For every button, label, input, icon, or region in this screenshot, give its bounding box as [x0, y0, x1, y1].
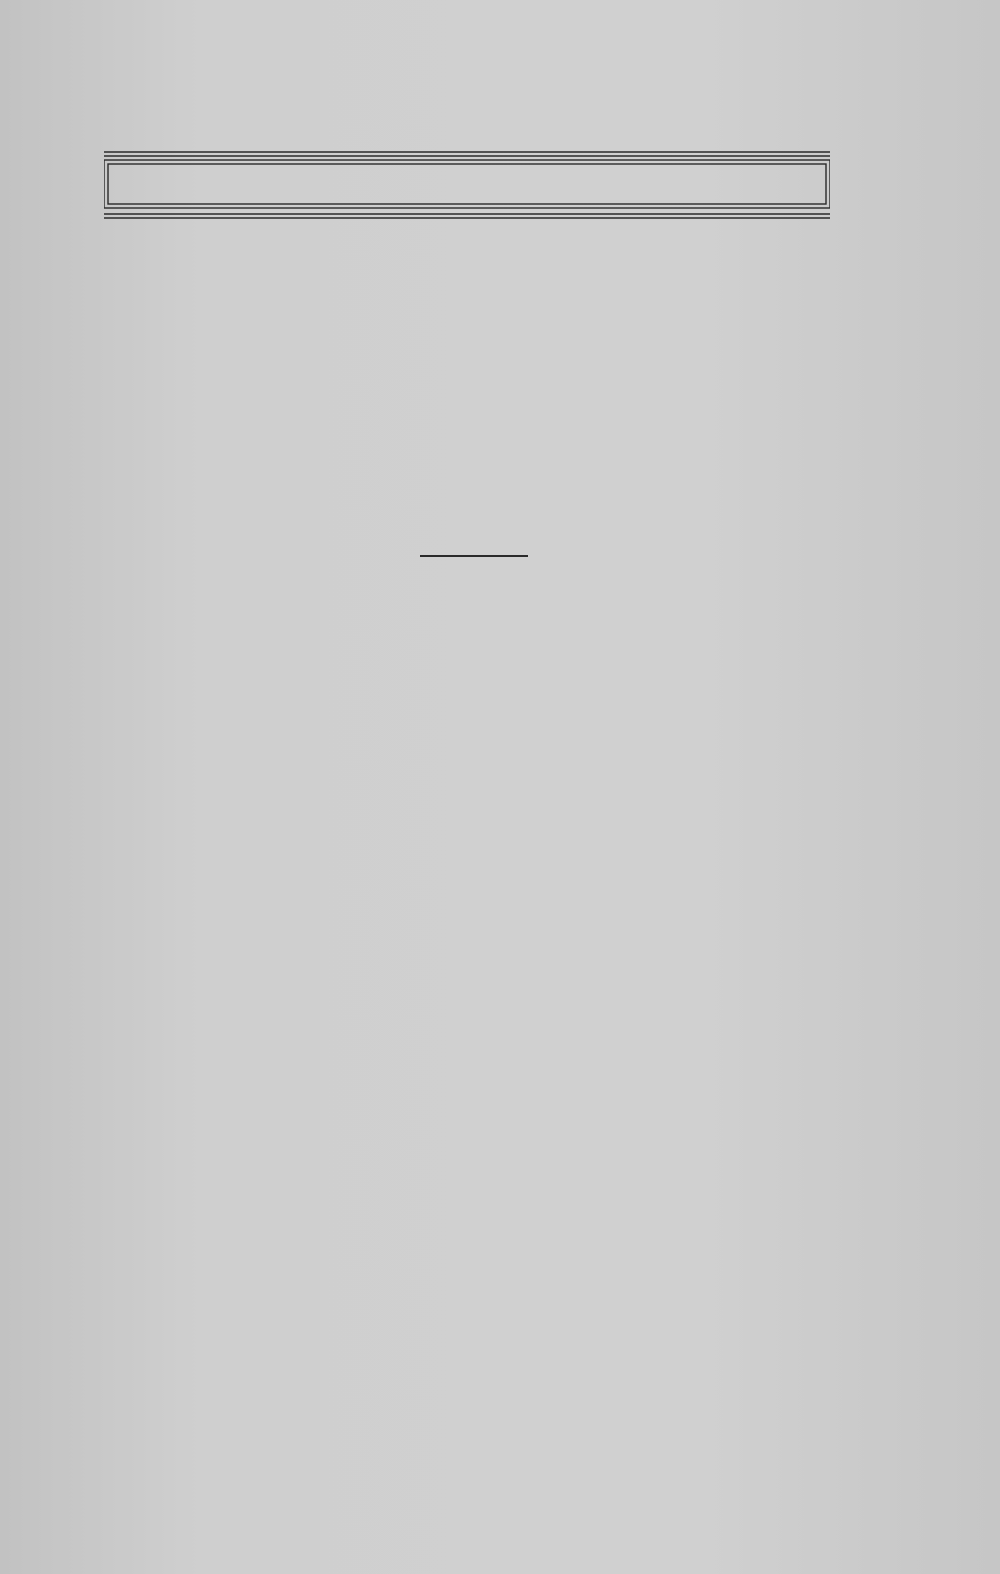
title-divider: [420, 555, 528, 557]
decorative-header-ornament: [104, 118, 830, 248]
body-text: [112, 665, 838, 676]
